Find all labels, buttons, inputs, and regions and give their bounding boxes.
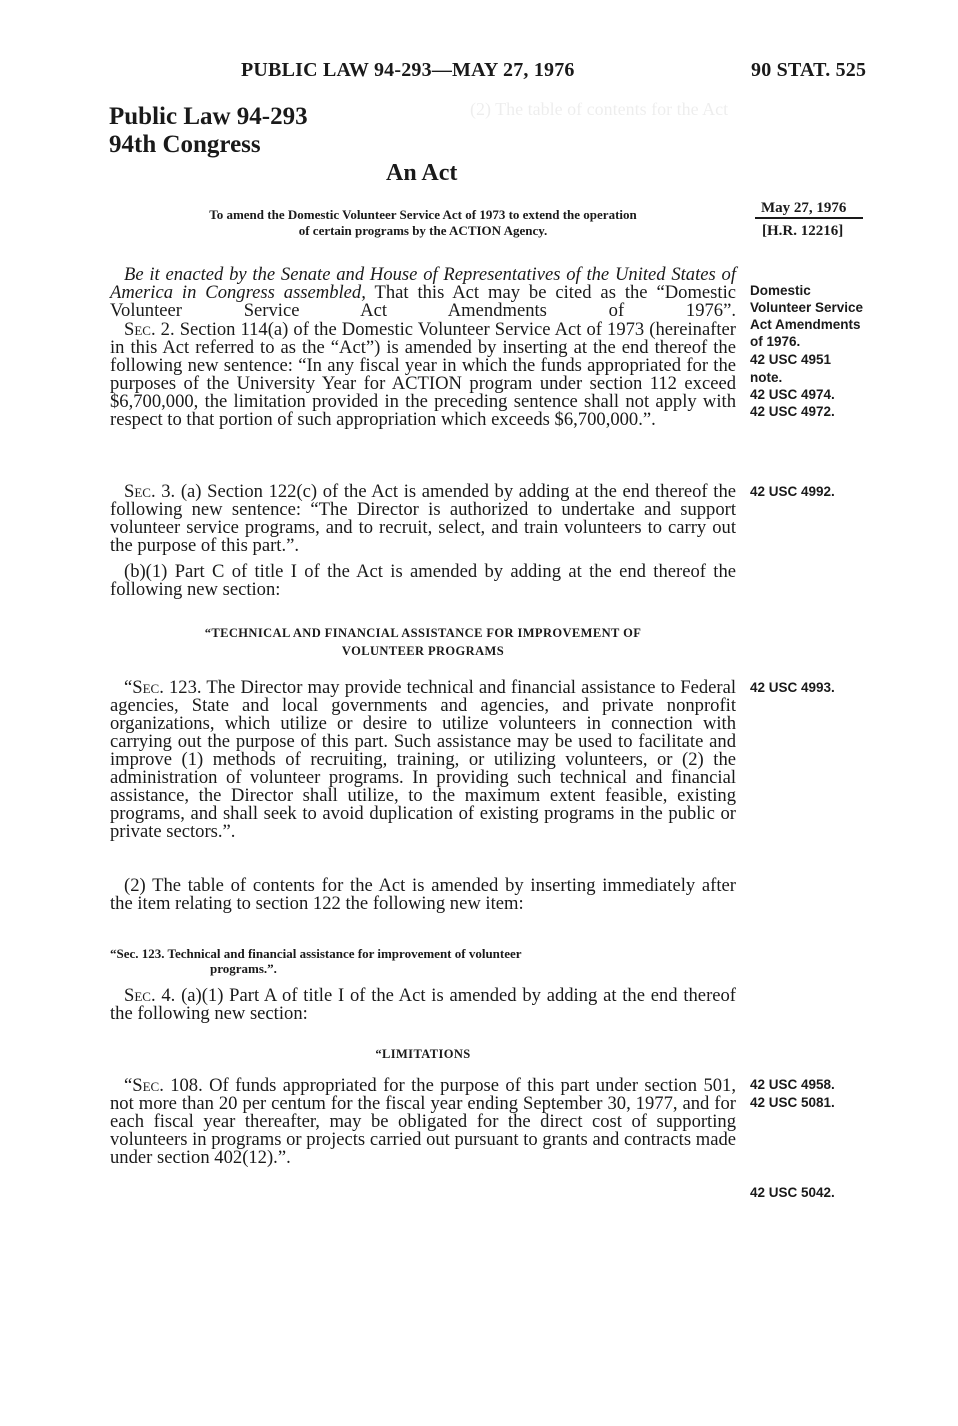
section-3b2	[110, 877, 736, 913]
usc-4951-note: 42 USC 4951	[750, 352, 832, 367]
section-108-heading: “LIMITATIONS	[375, 1047, 471, 1061]
sec-108-label: “Sec. 108.	[124, 1075, 203, 1096]
section-108	[110, 1077, 736, 1167]
sec-2-label: Sec. 2.	[124, 319, 175, 340]
usc-5081-note: 42 USC 5081.	[750, 1095, 835, 1110]
enacting-formula: Be it enacted by the Senate and House of Representatives of the United States of America in Congress assembled,	[110, 264, 736, 303]
act-heading: An Act	[386, 160, 458, 186]
sec-123-label: “Sec. 123.	[124, 677, 202, 698]
usc-4972-note: 42 USC 4972.	[750, 404, 835, 419]
usc-4993-note: 42 USC 4993.	[750, 680, 835, 695]
sec-3b2-text: (2) The table of contents for the Act is amended by inserting immediately after the item relating to section 122 the following new item:	[110, 875, 736, 914]
note-label: note.	[750, 370, 783, 385]
purpose-clause	[110, 207, 736, 239]
bill-number-note: [H.R. 12216]	[762, 223, 844, 239]
short-title-note-3: Act Amendments	[750, 317, 861, 332]
congress-number: 94th Congress	[109, 131, 261, 158]
sec-108-text: Of funds appropriated for the purpose of this part under section 501, not more than 20 per centum for the fiscal year ending September 30, 1977, and for each fiscal year thereafter, may be obligated for the direct cost of supporting volunteers in programs or projects carried out pursuant to grants and contracts made under section 402(12).”.	[110, 1075, 736, 1168]
section-3a	[110, 483, 736, 555]
toc-item-line-1: “Sec. 123. Technical and financial assistance for improvement of volunteer	[110, 946, 522, 961]
usc-4992-note: 42 USC 4992.	[750, 484, 835, 499]
usc-4958-note: 42 USC 4958.	[750, 1077, 835, 1092]
section-123-heading-line-2: VOLUNTEER PROGRAMS	[341, 644, 505, 658]
public-law-number: Public Law 94-293	[109, 103, 308, 130]
stat-page-number: 90 STAT. 525	[751, 59, 867, 81]
short-title-note-4: of 1976.	[750, 334, 801, 349]
sec-3b1-text: (b)(1) Part C of title I of the Act is amended by adding at the end thereof the following new section:	[110, 561, 736, 600]
section-123-heading	[110, 624, 736, 660]
purpose-line-2: of certain programs by the ACTION Agency.	[298, 223, 548, 238]
short-title-note-2: Volunteer Service	[750, 300, 864, 315]
purpose-line-1: To amend the Domestic Volunteer Service Act of 1973 to extend the operation	[209, 207, 637, 222]
sec-4-label: Sec. 4.	[124, 985, 176, 1006]
usc-5042-note: 42 USC 5042.	[750, 1185, 835, 1200]
sec-3-label: Sec. 3.	[124, 481, 176, 502]
section-2	[110, 321, 736, 429]
bleed-through-text: (2) The table of contents for the Act	[470, 99, 729, 119]
running-head: PUBLIC LAW 94-293—MAY 27, 1976	[241, 59, 575, 81]
date-rule	[755, 217, 863, 219]
toc-item-line-2: programs.”.	[210, 961, 277, 976]
sec-3a-text: (a) Section 122(c) of the Act is amended by adding at the end thereof the following new sentence: “The Director is authorized to undertake and support volunteer service programs, and to recruit, select, and train volunteers to carry out the purpose of this part.”.	[110, 481, 736, 556]
short-title-text: That this Act may be cited as the “Domestic Volunteer Service Act Amendments of 1976”.	[110, 282, 736, 321]
section-123-heading-line-1: “TECHNICAL AND FINANCIAL ASSISTANCE FOR IMPROVEMENT OF	[204, 626, 642, 640]
sec-123-text: The Director may provide technical and financial assistance to Federal agencies, State and local governments and agencies, and private nonprofit organizations, which utilize or desire to utilize volunteers in connection with carrying out the purpose of this part. Such assistance may be used to facilitate and improve (1) methods of recruiting, training, or utilizing volunteers, or (2) the administration of volunteer programs. In providing such technical and financial assistance, the Director shall utilize, to the maximum extent feasible, existing programs, and shall seek to avoid duplication of existing programs in the public or private sectors.”.	[110, 677, 737, 842]
usc-4974-note: 42 USC 4974.	[750, 387, 835, 402]
sec-4-text: (a)(1) Part A of title I of the Act is amended by adding at the end thereof the following new section:	[110, 985, 736, 1024]
sec-2-text: Section 114(a) of the Domestic Volunteer Service Act of 1973 (hereinafter in this Act referred to as the “Act”) is amended by inserting at the end thereof the following new sentence: “In any fiscal year in which the funds appropriated for the purposes of the University Year for ACTION program under section 112 exceed $6,700,000, the limitation provided in the preceding sentence shall not apply with respect to that portion of such appropriation which exceeds $6,700,000.”.	[110, 319, 736, 430]
section-123	[110, 679, 736, 841]
enactment-date-note: May 27, 1976	[761, 200, 847, 216]
enacting-clause	[110, 266, 736, 320]
toc-item	[110, 946, 736, 976]
short-title-note-1: Domestic	[750, 283, 811, 298]
section-4	[110, 987, 736, 1023]
section-3b1	[110, 563, 736, 599]
